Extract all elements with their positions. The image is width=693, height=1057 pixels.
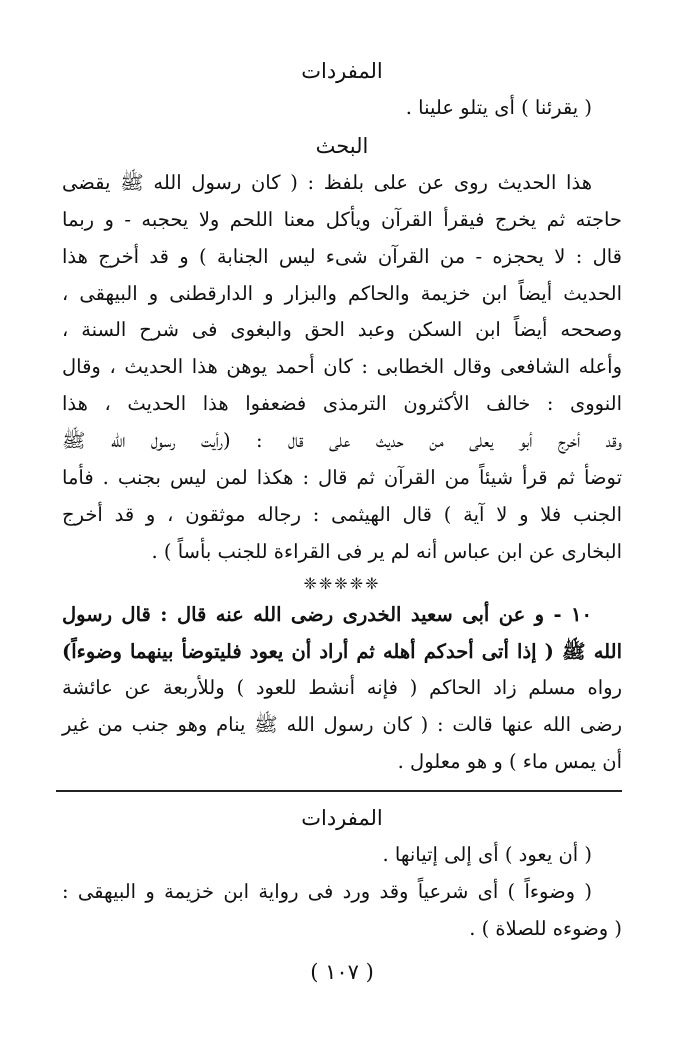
discussion-line: الحديث أيضاً ابن خزيمة والحاكم والبزار و الدارقطنى و البيهقى ، — [62, 281, 622, 305]
hadith-line: رضى الله عنها قالت : ( كان رسول الله ﷺ ينام وهو جنب من غير — [62, 713, 622, 737]
vocabulary-heading: المفردات — [301, 59, 383, 83]
hadith-line: الله ﷺ ( إذا أتى أحدكم أهله ثم أراد أن يعود فليتوضأ بينهما وضوءاً) — [62, 639, 622, 663]
discussion-line: وصححه أيضاً ابن السكن وعبد الحق والبغوى فى شرح السنة ، — [62, 318, 622, 342]
discussion-line: حاجته ثم يخرج فيقرأ القرآن ويأكل معنا اللحم ولا يحجبه - و ربما — [62, 207, 622, 231]
discussion-line: وأعله الشافعى وقال الخطابى : كان أحمد يوهن هذا الحديث ، وقال — [62, 355, 622, 379]
book-page — [62, 52, 622, 992]
vocabulary-entry: ( يقرئنا ) أى يتلو علينا . — [405, 96, 592, 119]
hadith-line: أن يمس ماء ) و هو معلول . — [397, 750, 622, 774]
discussion-line: وقد أخرج أبو يعلى من حديث على قال : (رأيت رسول الله ﷺ — [62, 429, 622, 453]
discussion-line: البخارى عن ابن عباس أنه لم ير فى القراءة للجنب بأساً ) . — [151, 539, 622, 563]
vocabulary-heading-2: المفردات — [301, 806, 383, 831]
discussion-line: توضأ ثم قرأ شيئاً من القرآن ثم قال : هكذا لمن ليس بجنب . فأما — [62, 466, 622, 490]
discussion-line: قال : لا يحجزه - من القرآن شىء ليس الجنابة ) و قد أخرج هذا — [62, 244, 622, 268]
vocabulary-entry: ( وضوءه للصلاة ) . — [469, 916, 622, 940]
ornament-divider: ❈❈❈❈❈ — [303, 573, 381, 593]
vocabulary-entry: ( وضوءاً ) أى شرعياً وقد ورد فى رواية ابن خزيمة و البيهقى : — [62, 880, 592, 904]
horizontal-rule — [62, 781, 622, 799]
discussion-line: الجنب فلا و لا آية ) قال الهيثمى : رجاله موثقون ، و قد أخرج — [62, 502, 622, 526]
hadith-paragraph — [62, 597, 622, 781]
discussion-line: هذا الحديث روى عن على بلفظ : ( كان رسول الله ﷺ يقضى — [62, 170, 592, 194]
discussion-paragraph — [62, 165, 622, 571]
hadith-line: ١٠ - و عن أبى سعيد الخدرى رضى الله عنه قال : قال رسول — [62, 602, 592, 626]
vocabulary-list — [62, 837, 622, 948]
discussion-heading: البحث — [315, 133, 369, 158]
page-number: ( ١٠٧ ) — [310, 959, 374, 984]
discussion-line: النووى : خالف الأكثرون الترمذى فضعفوا هذا الحديث ، هذا — [62, 392, 622, 416]
vocabulary-entry: ( أن يعود ) أى إلى إتيانها . — [382, 843, 592, 867]
hadith-line: رواه مسلم زاد الحاكم ( فإنه أنشط للعود ) وللأربعة عن عائشة — [62, 676, 622, 700]
